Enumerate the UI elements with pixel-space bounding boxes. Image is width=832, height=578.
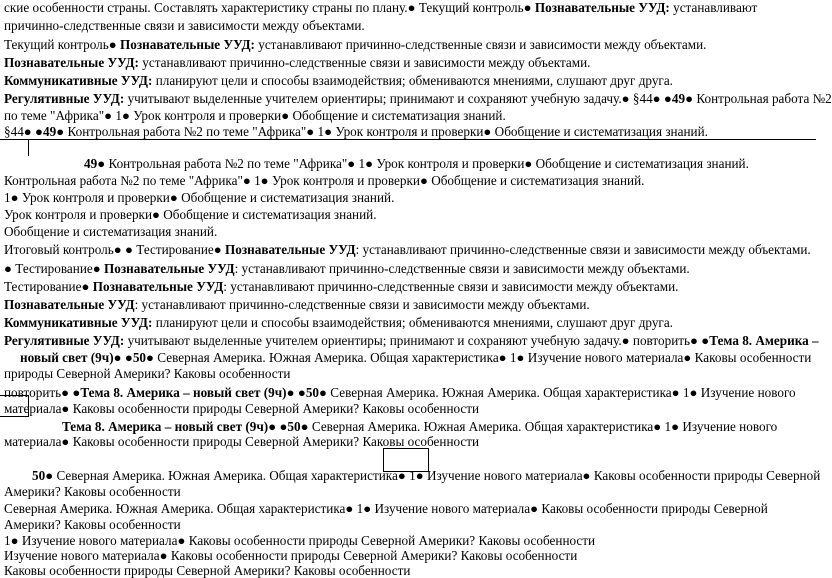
text-segment: 1● Урок контроля и проверки● Обобщение и систематизация знаний.: [4, 190, 395, 205]
text-segment: учитывают выделенные учителем ориентиры; принимают и сохраняют учебную задачу.● §44● ●: [124, 91, 672, 106]
text-line: [4, 517, 181, 532]
text-segment: ские особенности страны. Составлять характеристику страны по плану.: [4, 0, 408, 15]
text-segment: ● Северная Америка. Южная Америка. Общая характеристика● 1● Изучение нового: [300, 419, 778, 434]
text-line: [4, 484, 181, 499]
bold-text: Тема 8. Америка –: [709, 333, 819, 348]
text-segment: ● ●: [286, 385, 306, 400]
text-segment: природы Северной Америки? Каковы особенности: [4, 366, 291, 381]
bold-text: 49: [43, 124, 57, 139]
text-segment: учитывают выделенные учителем ориентиры; принимают и сохраняют учебную задачу.● повторить● ●: [124, 333, 710, 348]
text-segment: ● Контрольная работа №2 по теме "Африка"● 1● Урок контроля и проверки● Обобщение и систематизация знаний.: [56, 124, 708, 139]
text-segment: ● Контрольная работа №2 по теме "Африка"● 1● Урок контроля и проверки● Обобщение и систематизация знаний.: [97, 156, 749, 171]
text-line: [4, 73, 673, 88]
text-line: [4, 533, 595, 548]
text-segment: ● Контрольная работа №2: [685, 91, 832, 106]
text-segment: по теме "Африка"● 1● Урок контроля и проверки● Обобщение и систематизация знаний.: [4, 108, 506, 123]
text-segment: Америки? Каковы особенности: [4, 484, 181, 499]
text-segment: : устанавливают причинно-следственные связи и зависимости между объектами.: [355, 242, 811, 257]
text-line: [4, 401, 479, 416]
text-segment: устанавливают причинно-следственные связи и зависимости между объектами.: [138, 55, 591, 70]
text-segment: Тестирование●: [4, 279, 93, 294]
text-line: [4, 261, 690, 276]
bold-text: 49: [84, 156, 98, 171]
text-segment: планируют цели и способы взаимодействия; обмениваются мнениями, слушают друг друга.: [152, 73, 673, 88]
text-line: [4, 18, 365, 33]
bold-text: Познавательные УУД:: [119, 37, 255, 52]
bold-text: 49: [671, 91, 686, 106]
text-segment: Каковы особенности природы Северной Америки? Каковы особенности: [4, 563, 411, 578]
bold-text: Тема 8. Америка – новый свет (9ч): [62, 419, 269, 434]
text-line: [4, 190, 394, 205]
text-segment: Контрольная работа №2 по теме "Африка"● 1● Урок контроля и проверки● Обобщение и систематизация знаний.: [4, 173, 645, 188]
bold-text: 50: [32, 468, 46, 483]
table-cell-border: [28, 139, 29, 156]
text-segment: ● Северная Америка. Южная Америка. Общая характеристика● 1● Изучение нового: [319, 385, 796, 400]
text-segment: планируют цели и способы взаимодействия; обмениваются мнениями, слушают друг друга.: [152, 315, 673, 330]
text-segment: : устанавливают причинно-следственные связи и зависимости между объектами.: [234, 261, 690, 276]
text-segment: материала● Каковы особенности природы Северной Америки? Каковы особенности: [4, 434, 480, 449]
text-line: [4, 279, 678, 294]
bold-text: Коммуникативные УУД:: [4, 73, 153, 88]
text-segment: причинно-следственные связи и зависимости между объектами.: [4, 18, 365, 33]
text-segment: 1● Изучение нового материала● Каковы особенности природы Северной Америки? Каковы особенности: [4, 533, 596, 548]
text-segment: Урок контроля и проверки● Обобщение и систематизация знаний.: [4, 207, 377, 222]
text-line: [4, 548, 577, 563]
text-line: [4, 0, 757, 15]
text-segment: ● Тестирование●: [4, 261, 104, 276]
bold-text: Коммуникативные УУД:: [4, 315, 153, 330]
bold-text: Познавательные УУД: [4, 297, 135, 312]
text-line: [4, 501, 768, 516]
text-line: [20, 350, 811, 365]
bold-text: Регулятивные УУД:: [4, 91, 125, 106]
bold-text: новый свет (9ч): [20, 350, 114, 365]
text-segment: ● ●: [113, 350, 133, 365]
text-segment: ● Текущий контроль●: [407, 0, 535, 15]
text-segment: ● Северная Америка. Южная Америка. Общая характеристика● 1● Изучение нового материала● Каковы особенности: [146, 350, 812, 365]
text-segment: : устанавливают причинно-следственные связи и зависимости между объектами.: [223, 279, 679, 294]
text-line: [4, 224, 217, 239]
text-segment: Изучение нового материала● Каковы особенности природы Северной Америки? Каковы особенности: [4, 548, 578, 563]
text-line: [4, 91, 832, 106]
text-segment: Обобщение и систематизация знаний.: [4, 224, 218, 239]
text-segment: Текущий контроль●: [4, 37, 120, 52]
text-line: [4, 385, 796, 400]
bold-text: Познавательные УУД: [104, 261, 235, 276]
text-segment: Итоговый контроль● ● Тестирование●: [4, 242, 225, 257]
text-line: [4, 333, 819, 348]
text-line: [62, 419, 777, 434]
bold-text: 50: [287, 419, 301, 434]
text-segment: Северная Америка. Южная Америка. Общая характеристика● 1● Изучение нового материала● Каковы особенности природы Северной: [4, 501, 768, 516]
bold-text: 50: [305, 385, 319, 400]
text-line: [4, 55, 590, 70]
table-rule: [0, 139, 816, 140]
text-line: [4, 173, 644, 188]
text-line: [4, 108, 506, 123]
bold-text: Регулятивные УУД:: [4, 333, 125, 348]
text-line: [4, 315, 673, 330]
text-segment: ● ●: [268, 419, 288, 434]
text-line: [4, 207, 377, 222]
text-line: [32, 468, 820, 483]
text-segment: §44● ●: [4, 124, 44, 139]
text-line: [4, 37, 706, 52]
bold-text: Познавательные УУД: [225, 242, 356, 257]
text-line: [4, 563, 410, 578]
text-line: [4, 124, 708, 139]
bold-text: Познавательные УУД: [92, 279, 224, 294]
text-segment: материала● Каковы особенности природы Северной Америки? Каковы особенности: [4, 401, 480, 416]
bold-text: Познавательные УУД:: [4, 55, 139, 70]
text-segment: повторить● ●: [4, 385, 81, 400]
bold-text: 50: [132, 350, 147, 365]
text-line: [4, 297, 590, 312]
text-segment: ● Северная Америка. Южная Америка. Общая характеристика● 1● Изучение нового материала● Каковы особенности природы Северной: [45, 468, 821, 483]
text-line: [4, 366, 290, 381]
bold-text: Познавательные УУД:: [534, 0, 670, 15]
text-segment: : устанавливают причинно-следственные связи и зависимости между объектами.: [134, 297, 590, 312]
text-segment: устанавливают причинно-следственные связи и зависимости между объектами.: [254, 37, 707, 52]
text-line: [4, 242, 811, 257]
text-segment: Америки? Каковы особенности: [4, 517, 181, 532]
table-cell-box: [0, 395, 29, 417]
bold-text: Тема 8. Америка – новый свет (9ч): [80, 385, 287, 400]
text-line: [84, 156, 749, 171]
text-segment: устанавливают: [669, 0, 758, 15]
